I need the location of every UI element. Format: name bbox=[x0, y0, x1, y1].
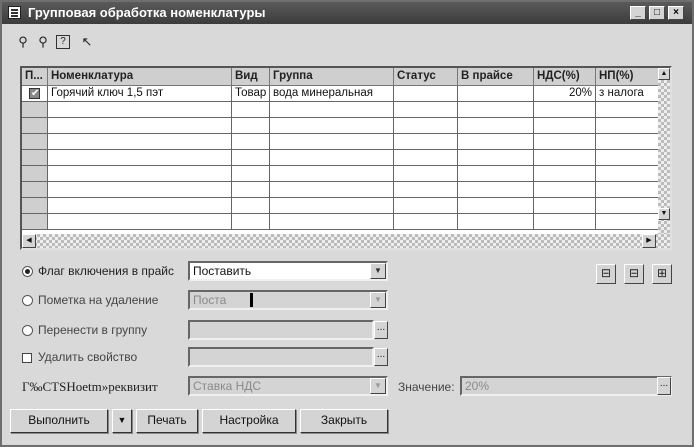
include-flag-dropdown-icon[interactable]: ▼ bbox=[370, 263, 386, 279]
table-cell[interactable] bbox=[22, 182, 48, 198]
table-cell[interactable] bbox=[596, 166, 662, 182]
window-title: Групповая обработка номенклатуры bbox=[28, 5, 266, 20]
table-cell[interactable] bbox=[48, 134, 232, 150]
table-row[interactable] bbox=[22, 134, 662, 150]
delete-prop-browse-button[interactable]: ... bbox=[374, 348, 388, 366]
table-cell[interactable] bbox=[458, 102, 534, 118]
delete-mark-label: Пометка на удаление bbox=[38, 293, 159, 307]
filter-icon[interactable]: ⚲ bbox=[18, 34, 28, 49]
scroll-up-icon[interactable]: ▲ bbox=[658, 68, 670, 80]
execute-dropdown-button[interactable]: ▼ bbox=[112, 409, 132, 433]
help-icon[interactable]: ? bbox=[56, 35, 70, 49]
table-cell[interactable] bbox=[596, 150, 662, 166]
table-cell[interactable] bbox=[232, 166, 270, 182]
col-kind[interactable]: Вид bbox=[232, 68, 270, 86]
col-flag[interactable]: П... bbox=[22, 68, 48, 86]
table-cell[interactable] bbox=[534, 166, 596, 182]
value-field[interactable]: 20% bbox=[460, 376, 672, 396]
value-browse-button[interactable]: ... bbox=[657, 377, 671, 395]
table-cell[interactable] bbox=[232, 118, 270, 134]
table-cell[interactable] bbox=[22, 198, 48, 214]
table-row[interactable] bbox=[22, 102, 662, 118]
col-vat[interactable]: НДС(%) bbox=[534, 68, 596, 86]
table-cell[interactable] bbox=[534, 214, 596, 230]
table-cell[interactable] bbox=[232, 150, 270, 166]
scroll-down-icon[interactable]: ▼ bbox=[658, 208, 670, 220]
table-cell[interactable] bbox=[48, 166, 232, 182]
delete-mark-select[interactable]: Поста bbox=[188, 290, 388, 310]
close-window-button[interactable]: × bbox=[668, 6, 684, 20]
table-cell[interactable] bbox=[458, 214, 534, 230]
set-attr-label: Г‰CTSHoetm»реквизит bbox=[22, 379, 158, 394]
table-cell[interactable] bbox=[596, 102, 662, 118]
cell-nomenclature[interactable]: Горячий ключ 1,5 пэт bbox=[48, 86, 232, 102]
table-row[interactable] bbox=[22, 86, 662, 102]
table-cell[interactable] bbox=[596, 182, 662, 198]
table-cell[interactable] bbox=[270, 182, 394, 198]
cell-status[interactable] bbox=[394, 86, 458, 102]
row-checkbox[interactable] bbox=[22, 86, 48, 102]
table-cell[interactable] bbox=[534, 198, 596, 214]
table-cell[interactable] bbox=[534, 134, 596, 150]
table-cell[interactable] bbox=[270, 102, 394, 118]
table-cell[interactable] bbox=[232, 182, 270, 198]
table-cell[interactable] bbox=[22, 118, 48, 134]
move-group-browse-button[interactable]: ... bbox=[374, 321, 388, 339]
table-cell[interactable] bbox=[48, 150, 232, 166]
move-group-label: Перенести в группу bbox=[38, 323, 148, 337]
execute-button[interactable]: Выполнить bbox=[10, 409, 108, 433]
print-button[interactable]: Печать bbox=[136, 409, 198, 433]
value-label: Значение: bbox=[398, 380, 455, 394]
table-cell[interactable] bbox=[596, 118, 662, 134]
table-cell[interactable] bbox=[394, 214, 458, 230]
table-cell[interactable] bbox=[48, 118, 232, 134]
table-cell[interactable] bbox=[596, 198, 662, 214]
table-cell[interactable] bbox=[270, 118, 394, 134]
cell-kind[interactable]: Товар bbox=[232, 86, 270, 102]
table-cell[interactable] bbox=[232, 198, 270, 214]
table-cell[interactable] bbox=[48, 214, 232, 230]
table-cell[interactable] bbox=[394, 150, 458, 166]
table-row[interactable] bbox=[22, 182, 662, 198]
delete-prop-label: Удалить свойство bbox=[38, 350, 138, 364]
table-cell[interactable] bbox=[458, 182, 534, 198]
table-cell[interactable] bbox=[458, 118, 534, 134]
table-cell[interactable] bbox=[270, 134, 394, 150]
table-cell[interactable] bbox=[394, 166, 458, 182]
expand-button[interactable]: ⊞ bbox=[652, 264, 672, 284]
title-bar bbox=[2, 2, 692, 24]
delete-prop-checkbox[interactable] bbox=[22, 353, 32, 363]
table-row[interactable] bbox=[22, 150, 662, 166]
grid-body bbox=[22, 86, 662, 234]
table-cell[interactable] bbox=[22, 150, 48, 166]
table-cell[interactable] bbox=[270, 214, 394, 230]
table-cell[interactable] bbox=[534, 182, 596, 198]
table-cell[interactable] bbox=[394, 182, 458, 198]
col-nomenclature[interactable]: Номенклатура bbox=[48, 68, 232, 86]
table-cell[interactable] bbox=[394, 134, 458, 150]
delete-mark-dropdown-icon[interactable]: ▼ bbox=[370, 292, 386, 308]
table-cell[interactable] bbox=[48, 182, 232, 198]
include-flag-radio[interactable] bbox=[22, 266, 33, 277]
table-cell[interactable] bbox=[22, 102, 48, 118]
vertical-scrollbar[interactable] bbox=[658, 68, 670, 234]
table-row[interactable] bbox=[22, 214, 662, 230]
window-icon bbox=[8, 6, 21, 19]
table-cell[interactable] bbox=[270, 166, 394, 182]
cell-group[interactable]: вода минеральная bbox=[270, 86, 394, 102]
table-cell[interactable] bbox=[534, 150, 596, 166]
table-cell[interactable] bbox=[458, 198, 534, 214]
table-row[interactable] bbox=[22, 198, 662, 214]
horizontal-scrollbar[interactable] bbox=[22, 234, 670, 248]
filter-clear-icon[interactable]: ⚲ bbox=[38, 34, 48, 49]
table-cell[interactable] bbox=[22, 134, 48, 150]
move-group-field[interactable] bbox=[188, 320, 374, 340]
table-cell[interactable] bbox=[596, 134, 662, 150]
check-icon bbox=[29, 88, 40, 99]
col-in-price[interactable]: В прайсе bbox=[458, 68, 534, 86]
table-cell[interactable] bbox=[22, 166, 48, 182]
delete-prop-field[interactable] bbox=[188, 347, 374, 367]
split-button[interactable]: ⊟ bbox=[624, 264, 644, 284]
table-cell[interactable] bbox=[458, 166, 534, 182]
cell-np[interactable]: з налога bbox=[596, 86, 662, 102]
include-flag-select[interactable]: Поставить bbox=[188, 261, 388, 281]
table-cell[interactable] bbox=[458, 150, 534, 166]
table-cell[interactable] bbox=[458, 134, 534, 150]
table-cell[interactable] bbox=[22, 214, 48, 230]
table-cell[interactable] bbox=[232, 214, 270, 230]
close-button[interactable]: Закрыть bbox=[300, 409, 388, 433]
table-cell[interactable] bbox=[394, 102, 458, 118]
table-cell[interactable] bbox=[394, 118, 458, 134]
table-row[interactable] bbox=[22, 166, 662, 182]
table-cell[interactable] bbox=[394, 198, 458, 214]
table-cell[interactable] bbox=[270, 198, 394, 214]
delete-mark-radio[interactable] bbox=[22, 295, 33, 306]
move-group-radio[interactable] bbox=[22, 325, 33, 336]
scroll-right-icon[interactable]: ▶ bbox=[642, 234, 656, 248]
cell-vat[interactable]: 20% bbox=[534, 86, 596, 102]
table-cell[interactable] bbox=[48, 198, 232, 214]
set-attr-select[interactable]: Ставка НДС bbox=[188, 376, 388, 396]
include-flag-label: Флаг включения в прайс bbox=[38, 264, 174, 278]
col-group[interactable]: Группа bbox=[270, 68, 394, 86]
table-cell[interactable] bbox=[232, 102, 270, 118]
grid-header bbox=[22, 68, 662, 86]
maximize-button[interactable]: □ bbox=[649, 6, 665, 20]
settings-button[interactable]: Настройка bbox=[202, 409, 296, 433]
cell-in-price[interactable] bbox=[458, 86, 534, 102]
col-status[interactable]: Статус bbox=[394, 68, 458, 86]
minimize-button[interactable]: _ bbox=[630, 6, 646, 20]
table-cell[interactable] bbox=[232, 134, 270, 150]
table-row[interactable] bbox=[22, 118, 662, 134]
text-cursor bbox=[250, 293, 253, 307]
table-cell[interactable] bbox=[270, 150, 394, 166]
set-attr-dropdown-icon[interactable]: ▼ bbox=[370, 378, 386, 394]
collapse-button[interactable]: ⊟ bbox=[596, 264, 616, 284]
scroll-left-icon[interactable]: ◀ bbox=[22, 234, 36, 248]
nomenclature-grid[interactable] bbox=[20, 66, 672, 250]
table-cell[interactable] bbox=[596, 214, 662, 230]
pointer-help-icon[interactable]: ↖ bbox=[81, 34, 93, 49]
table-cell[interactable] bbox=[48, 102, 232, 118]
table-cell[interactable] bbox=[534, 102, 596, 118]
col-np[interactable]: НП(%) bbox=[596, 68, 662, 86]
table-cell[interactable] bbox=[534, 118, 596, 134]
